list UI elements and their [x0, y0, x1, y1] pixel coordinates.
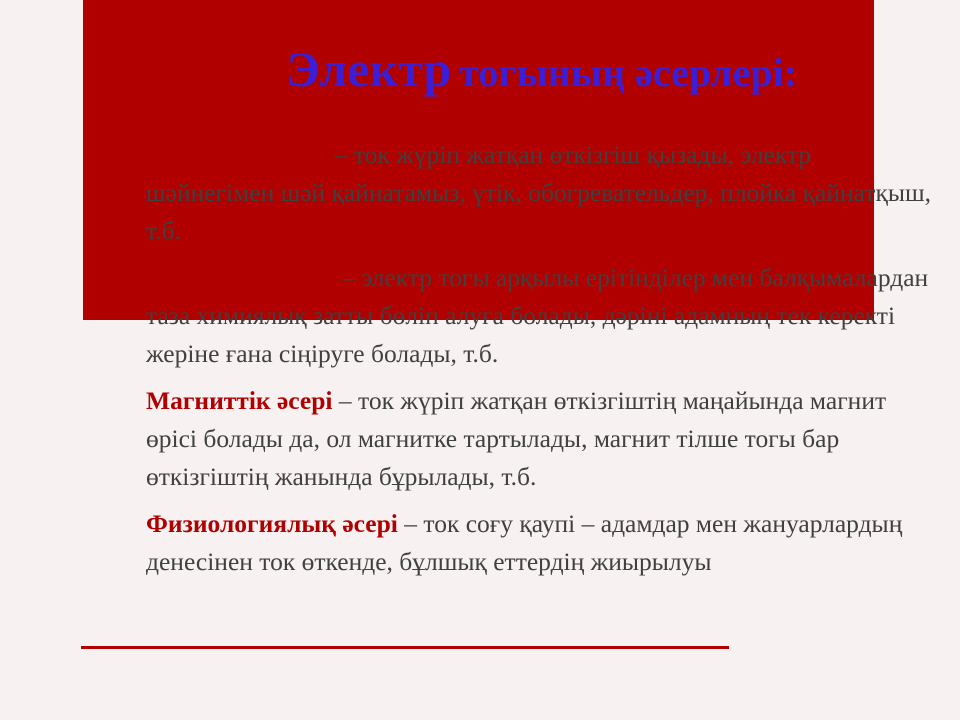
effect-term: Жылулық әсері	[146, 140, 329, 169]
effect-term: Химиялық әсері	[146, 263, 336, 292]
effect-term: Магниттік әсері	[146, 386, 333, 415]
effect-item-thermal	[146, 136, 936, 250]
effects-list	[146, 136, 936, 590]
effect-term: Физиологиялық әсері	[146, 509, 398, 538]
effect-description: – ток соғу қаупі – адамдар мен жануарлардың денесінен ток өткенде, бұлшық еттердің жиырылуы	[146, 509, 903, 576]
effect-description: – электр тогы арқылы ерітінділер мен балқымалардан таза химиялық затты бөліп алуға болады, дәріні адамның тек керекті жеріне ғана сіңіруге болады, т.б.	[146, 263, 929, 368]
effect-description: – ток жүріп жатқан өткізгіштің маңайында магнит өрісі болады да, ол магнитке тартылады, магнит тілше тогы бар өткізгіштің жанында бұрылады, т.б.	[146, 386, 887, 491]
effect-item-physiological	[146, 505, 936, 581]
slide-title-part2: тогының әсерлері:	[459, 50, 797, 95]
decorative-divider-line	[81, 646, 729, 649]
slide-title	[0, 40, 960, 98]
slide-title-part1: Электр	[285, 41, 452, 97]
effect-item-magnetic	[146, 382, 936, 496]
effect-description: – ток жүріп жатқан өткізгіш қызады, электр шәйнегімен шәй қайнатамыз, үтік, обогревательдер, плойка қайнатқыш, т.б.	[146, 140, 931, 245]
effect-item-chemical	[146, 259, 936, 373]
